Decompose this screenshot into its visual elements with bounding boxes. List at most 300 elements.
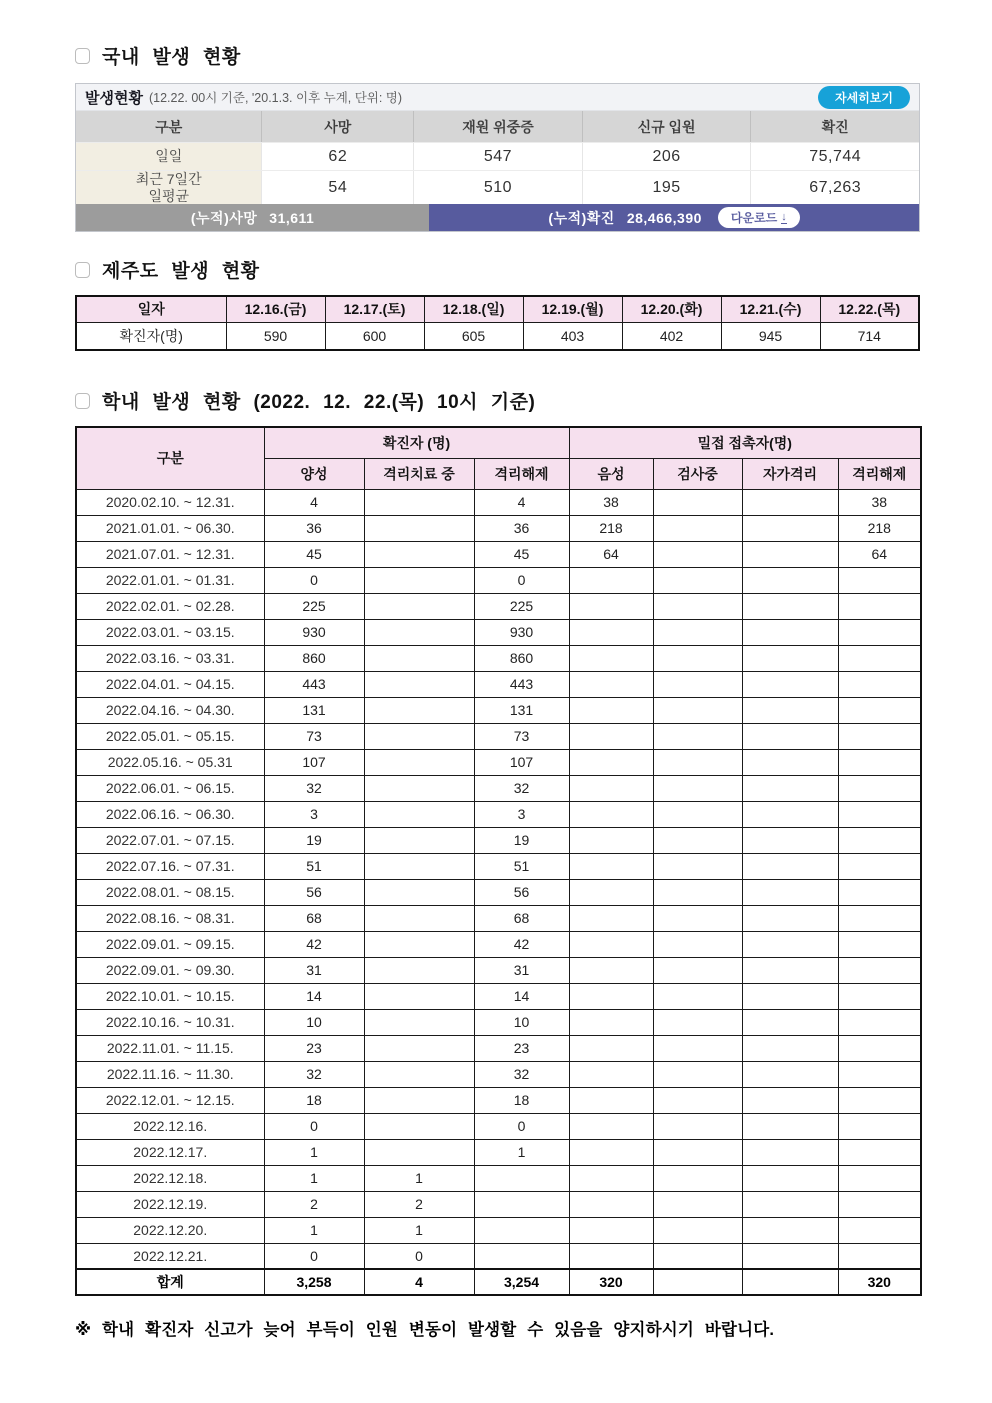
count-cell <box>364 905 474 931</box>
sub-header: 검사중 <box>653 458 742 489</box>
count-cell: 320 <box>569 1269 653 1295</box>
count-cell <box>569 1191 653 1217</box>
count-cell: 218 <box>569 515 653 541</box>
national-table-titlebar <box>76 84 919 111</box>
count-cell <box>569 905 653 931</box>
count-cell <box>569 775 653 801</box>
section-title-jeju <box>75 256 920 283</box>
jeju-data-row <box>76 322 919 350</box>
count-cell <box>364 489 474 515</box>
school-table-row <box>76 853 921 879</box>
count-cell <box>569 723 653 749</box>
school-table-row <box>76 1191 921 1217</box>
confirmed-count-cell: 714 <box>820 322 919 350</box>
row-label: 2022.05.16. ~ 05.31 <box>76 749 264 775</box>
count-cell <box>838 1113 921 1139</box>
school-table-row <box>76 749 921 775</box>
download-icon: ↓ <box>781 210 787 223</box>
count-cell <box>653 697 742 723</box>
count-cell: 443 <box>264 671 364 697</box>
sub-header: 자가격리 <box>742 458 838 489</box>
count-cell: 1 <box>474 1139 569 1165</box>
count-cell <box>742 1113 838 1139</box>
count-cell <box>653 749 742 775</box>
count-cell <box>653 1165 742 1191</box>
count-cell: 68 <box>474 905 569 931</box>
count-cell <box>653 983 742 1009</box>
school-table-row <box>76 567 921 593</box>
detail-view-button[interactable]: 자세히보기 <box>818 86 910 109</box>
count-cell <box>569 619 653 645</box>
count-cell: 36 <box>264 515 364 541</box>
count-cell <box>569 1035 653 1061</box>
school-table-row <box>76 775 921 801</box>
count-cell <box>569 983 653 1009</box>
count-cell: 73 <box>474 723 569 749</box>
row-label: 2022.01.01. ~ 01.31. <box>76 567 264 593</box>
count-cell: 32 <box>264 775 364 801</box>
count-cell <box>838 801 921 827</box>
count-cell: 32 <box>474 775 569 801</box>
row-label: 2022.11.01. ~ 11.15. <box>76 1035 264 1061</box>
severe-value: 510 <box>413 171 582 205</box>
count-cell <box>569 931 653 957</box>
section-title-school-label: 학내 발생 현황 (2022. 12. 22.(목) 10시 기준) <box>102 392 536 413</box>
count-cell <box>838 1243 921 1269</box>
date-column-header: 12.22.(목) <box>820 296 919 322</box>
count-cell: 42 <box>264 931 364 957</box>
count-cell <box>569 593 653 619</box>
column-header: 사망 <box>261 111 413 142</box>
count-cell <box>838 931 921 957</box>
count-cell <box>364 1087 474 1113</box>
count-cell <box>364 1061 474 1087</box>
count-cell <box>653 1191 742 1217</box>
school-total-row <box>76 1269 921 1295</box>
count-cell <box>364 931 474 957</box>
column-header: 확진 <box>750 111 919 142</box>
footnote: ※ 학내 확진자 신고가 늦어 부득이 인원 변동이 발생할 수 있음을 양지하시기 바랍니다. <box>75 1321 775 1339</box>
count-cell <box>742 515 838 541</box>
row-label: 2022.12.19. <box>76 1191 264 1217</box>
row-label: 2022.12.17. <box>76 1139 264 1165</box>
count-cell <box>742 827 838 853</box>
count-cell: 107 <box>474 749 569 775</box>
count-cell <box>653 515 742 541</box>
count-cell: 0 <box>364 1243 474 1269</box>
count-cell: 32 <box>264 1061 364 1087</box>
count-cell <box>742 879 838 905</box>
count-cell: 930 <box>474 619 569 645</box>
count-cell <box>742 1009 838 1035</box>
count-cell <box>653 1139 742 1165</box>
count-cell <box>653 1035 742 1061</box>
count-cell <box>653 1217 742 1243</box>
column-header: 재원 위중증 <box>413 111 582 142</box>
row-label: 2022.09.01. ~ 09.15. <box>76 931 264 957</box>
count-cell: 225 <box>264 593 364 619</box>
count-cell: 0 <box>264 1113 364 1139</box>
count-cell <box>569 1139 653 1165</box>
school-table-row <box>76 1009 921 1035</box>
school-table-row <box>76 671 921 697</box>
count-cell: 3 <box>474 801 569 827</box>
count-cell <box>742 1165 838 1191</box>
count-cell <box>364 671 474 697</box>
row-label: 2022.09.01. ~ 09.30. <box>76 957 264 983</box>
school-table-row <box>76 1035 921 1061</box>
download-button[interactable] <box>718 207 800 228</box>
count-cell <box>569 697 653 723</box>
count-cell <box>742 593 838 619</box>
count-cell: 14 <box>264 983 364 1009</box>
count-cell: 2 <box>364 1191 474 1217</box>
count-cell <box>653 593 742 619</box>
row-label: 2022.03.01. ~ 03.15. <box>76 619 264 645</box>
row-label: 2022.04.01. ~ 04.15. <box>76 671 264 697</box>
count-cell: 225 <box>474 593 569 619</box>
count-cell <box>653 827 742 853</box>
row-label: 2022.11.16. ~ 11.30. <box>76 1061 264 1087</box>
national-table-title: 발생현황 <box>85 89 143 107</box>
count-cell <box>653 1061 742 1087</box>
date-column-header: 12.20.(화) <box>622 296 721 322</box>
school-table-row <box>76 931 921 957</box>
count-cell: 1 <box>264 1217 364 1243</box>
count-cell: 0 <box>264 567 364 593</box>
confirmed-value: 67,263 <box>750 171 919 205</box>
count-cell <box>474 1243 569 1269</box>
date-column-header: 12.16.(금) <box>226 296 325 322</box>
count-cell <box>364 697 474 723</box>
count-cell: 218 <box>838 515 921 541</box>
jeju-status-table <box>75 295 920 351</box>
count-cell <box>364 853 474 879</box>
row-label: 2022.12.20. <box>76 1217 264 1243</box>
confirmed-count-cell: 403 <box>523 322 622 350</box>
count-cell: 64 <box>838 541 921 567</box>
school-table-row <box>76 905 921 931</box>
count-cell <box>364 827 474 853</box>
count-cell <box>364 1035 474 1061</box>
row-label-line2: 일평균 <box>148 187 190 204</box>
national-table-header-row <box>76 111 919 142</box>
count-cell <box>569 801 653 827</box>
count-cell: 19 <box>474 827 569 853</box>
corner-header: 구분 <box>76 427 264 489</box>
count-cell <box>653 1269 742 1295</box>
count-cell <box>364 957 474 983</box>
count-cell: 107 <box>264 749 364 775</box>
count-cell <box>742 931 838 957</box>
count-cell <box>653 879 742 905</box>
count-cell <box>364 801 474 827</box>
row-label: 2022.12.01. ~ 12.15. <box>76 1087 264 1113</box>
count-cell <box>474 1191 569 1217</box>
count-cell <box>653 853 742 879</box>
count-cell <box>364 1009 474 1035</box>
count-cell <box>569 645 653 671</box>
sub-header: 격리해제 <box>838 458 921 489</box>
count-cell <box>364 645 474 671</box>
count-cell: 31 <box>474 957 569 983</box>
count-cell <box>653 1009 742 1035</box>
count-cell: 51 <box>264 853 364 879</box>
count-cell: 18 <box>264 1087 364 1113</box>
date-column-corner: 일자 <box>76 296 226 322</box>
national-daily-row <box>76 142 919 170</box>
count-cell: 131 <box>474 697 569 723</box>
count-cell: 51 <box>474 853 569 879</box>
confirmed-count-cell: 945 <box>721 322 820 350</box>
row-label: 2022.10.16. ~ 10.31. <box>76 1009 264 1035</box>
school-table-row <box>76 983 921 1009</box>
count-cell <box>742 1243 838 1269</box>
school-table-row <box>76 515 921 541</box>
count-cell: 14 <box>474 983 569 1009</box>
count-cell <box>653 931 742 957</box>
count-cell: 0 <box>474 567 569 593</box>
cumulative-deaths-bar <box>76 204 429 231</box>
school-table-row <box>76 957 921 983</box>
school-table-row <box>76 723 921 749</box>
school-table-row <box>76 801 921 827</box>
count-cell: 1 <box>264 1139 364 1165</box>
count-cell <box>569 1165 653 1191</box>
count-cell: 3,254 <box>474 1269 569 1295</box>
row-label: 2021.07.01. ~ 12.31. <box>76 541 264 567</box>
count-cell: 1 <box>364 1165 474 1191</box>
count-cell <box>742 749 838 775</box>
school-table-row <box>76 1087 921 1113</box>
count-cell <box>742 1087 838 1113</box>
count-cell <box>569 1217 653 1243</box>
cumulative-deaths-value: 31,611 <box>269 209 315 226</box>
count-cell <box>838 697 921 723</box>
count-cell <box>569 749 653 775</box>
deaths-value: 54 <box>261 171 413 205</box>
count-cell <box>364 515 474 541</box>
count-cell <box>838 723 921 749</box>
count-cell <box>742 801 838 827</box>
school-status-table <box>75 426 922 1296</box>
row-label: 2022.12.18. <box>76 1165 264 1191</box>
date-column-header: 12.18.(일) <box>424 296 523 322</box>
count-cell: 56 <box>264 879 364 905</box>
count-cell: 4 <box>364 1269 474 1295</box>
count-cell: 4 <box>264 489 364 515</box>
cumulative-confirmed-label: (누적)확진 <box>548 209 615 226</box>
count-cell <box>838 1087 921 1113</box>
count-cell: 45 <box>474 541 569 567</box>
count-cell: 36 <box>474 515 569 541</box>
confirmed-group-header: 확진자 (명) <box>264 427 569 458</box>
date-column-header: 12.19.(월) <box>523 296 622 322</box>
school-table-row <box>76 1061 921 1087</box>
count-cell: 64 <box>569 541 653 567</box>
count-cell <box>838 905 921 931</box>
count-cell <box>742 541 838 567</box>
count-cell <box>653 801 742 827</box>
school-table-body <box>76 489 921 1295</box>
count-cell: 10 <box>474 1009 569 1035</box>
count-cell <box>742 1035 838 1061</box>
cumulative-confirmed-value: 28,466,390 <box>626 209 702 226</box>
count-cell <box>569 1009 653 1035</box>
date-column-header: 12.17.(토) <box>325 296 424 322</box>
school-table-row <box>76 827 921 853</box>
count-cell <box>742 905 838 931</box>
count-cell: 131 <box>264 697 364 723</box>
national-table-subtitle: (12.22. 00시 기준, '20.1.3. 이후 누계, 단위: 명) <box>148 91 403 105</box>
count-cell <box>364 541 474 567</box>
count-cell: 18 <box>474 1087 569 1113</box>
row-label: 2022.08.16. ~ 08.31. <box>76 905 264 931</box>
close-contact-group-header: 밀접 접촉자(명) <box>569 427 921 458</box>
count-cell: 45 <box>264 541 364 567</box>
school-table-row <box>76 489 921 515</box>
count-cell <box>653 645 742 671</box>
count-cell <box>653 1243 742 1269</box>
count-cell <box>742 489 838 515</box>
count-cell: 3 <box>264 801 364 827</box>
row-label: 합계 <box>76 1269 264 1295</box>
count-cell <box>838 1165 921 1191</box>
school-table-row <box>76 1165 921 1191</box>
count-cell: 4 <box>474 489 569 515</box>
count-cell: 32 <box>474 1061 569 1087</box>
count-cell <box>653 619 742 645</box>
count-cell <box>838 879 921 905</box>
school-table-row <box>76 697 921 723</box>
count-cell <box>569 853 653 879</box>
count-cell <box>838 1191 921 1217</box>
school-table-row <box>76 619 921 645</box>
section-title-jeju-label: 제주도 발생 현황 <box>102 261 260 282</box>
row-label: 2022.08.01. ~ 08.15. <box>76 879 264 905</box>
sub-header: 양성 <box>264 458 364 489</box>
new-admissions-value: 206 <box>582 143 751 170</box>
confirmed-count-cell: 402 <box>622 322 721 350</box>
jeju-header-row <box>76 296 919 322</box>
count-cell: 1 <box>364 1217 474 1243</box>
count-cell <box>838 645 921 671</box>
school-header-row-groups <box>76 427 921 458</box>
national-table-footer <box>76 204 919 231</box>
count-cell <box>474 1217 569 1243</box>
row-label: 2022.12.16. <box>76 1113 264 1139</box>
count-cell <box>653 775 742 801</box>
count-cell <box>364 593 474 619</box>
count-cell <box>838 853 921 879</box>
column-header: 구분 <box>155 118 183 135</box>
count-cell: 860 <box>474 645 569 671</box>
count-cell <box>364 1113 474 1139</box>
count-cell <box>653 1113 742 1139</box>
row-label <box>76 171 261 205</box>
section-title-national <box>75 42 920 69</box>
cumulative-deaths-label: (누적)사망 <box>190 209 258 226</box>
row-label: 2022.07.16. ~ 07.31. <box>76 853 264 879</box>
count-cell: 0 <box>264 1243 364 1269</box>
row-label: 일일 <box>76 143 261 170</box>
count-cell <box>742 671 838 697</box>
confirmed-value: 75,744 <box>750 143 919 170</box>
confirmed-count-cell: 600 <box>325 322 424 350</box>
school-table-row <box>76 1217 921 1243</box>
section-title-national-label: 국내 발생 현황 <box>102 47 241 68</box>
severe-value: 547 <box>413 143 582 170</box>
count-cell <box>653 671 742 697</box>
count-cell <box>653 723 742 749</box>
row-label: 2022.12.21. <box>76 1243 264 1269</box>
row-label: 2021.01.01. ~ 06.30. <box>76 515 264 541</box>
count-cell: 31 <box>264 957 364 983</box>
count-cell: 42 <box>474 931 569 957</box>
count-cell <box>569 671 653 697</box>
count-cell <box>653 567 742 593</box>
count-cell: 443 <box>474 671 569 697</box>
count-cell <box>838 1139 921 1165</box>
count-cell <box>569 957 653 983</box>
count-cell <box>838 957 921 983</box>
count-cell <box>569 827 653 853</box>
row-label: 2022.03.16. ~ 03.31. <box>76 645 264 671</box>
sub-header: 격리치료 중 <box>364 458 474 489</box>
date-column-header: 12.21.(수) <box>721 296 820 322</box>
count-cell <box>838 983 921 1009</box>
count-cell <box>838 749 921 775</box>
count-cell: 1 <box>264 1165 364 1191</box>
column-header: 신규 입원 <box>582 111 751 142</box>
count-cell: 10 <box>264 1009 364 1035</box>
count-cell: 38 <box>838 489 921 515</box>
count-cell <box>742 1269 838 1295</box>
count-cell <box>838 775 921 801</box>
national-status-table <box>75 83 920 232</box>
count-cell <box>838 671 921 697</box>
confirmed-count-cell: 590 <box>226 322 325 350</box>
count-cell <box>838 619 921 645</box>
count-cell <box>838 1009 921 1035</box>
count-cell <box>569 1087 653 1113</box>
cumulative-confirmed-bar <box>429 204 919 231</box>
count-cell <box>364 749 474 775</box>
count-cell <box>364 1139 474 1165</box>
bullet-square-icon <box>75 262 90 278</box>
count-cell <box>653 905 742 931</box>
count-cell: 23 <box>264 1035 364 1061</box>
row-label: 2022.02.01. ~ 02.28. <box>76 593 264 619</box>
count-cell: 320 <box>838 1269 921 1295</box>
count-cell <box>569 1061 653 1087</box>
count-cell <box>742 1191 838 1217</box>
row-label: 2020.02.10. ~ 12.31. <box>76 489 264 515</box>
count-cell <box>569 879 653 905</box>
count-cell: 56 <box>474 879 569 905</box>
count-cell <box>838 1217 921 1243</box>
national-week-avg-row <box>76 170 919 204</box>
section-title-school <box>75 387 920 414</box>
bullet-square-icon <box>75 393 90 409</box>
count-cell <box>653 957 742 983</box>
count-cell <box>742 619 838 645</box>
count-cell <box>838 567 921 593</box>
row-label: 2022.06.16. ~ 06.30. <box>76 801 264 827</box>
count-cell: 38 <box>569 489 653 515</box>
school-table-row <box>76 645 921 671</box>
confirmed-count-cell: 605 <box>424 322 523 350</box>
